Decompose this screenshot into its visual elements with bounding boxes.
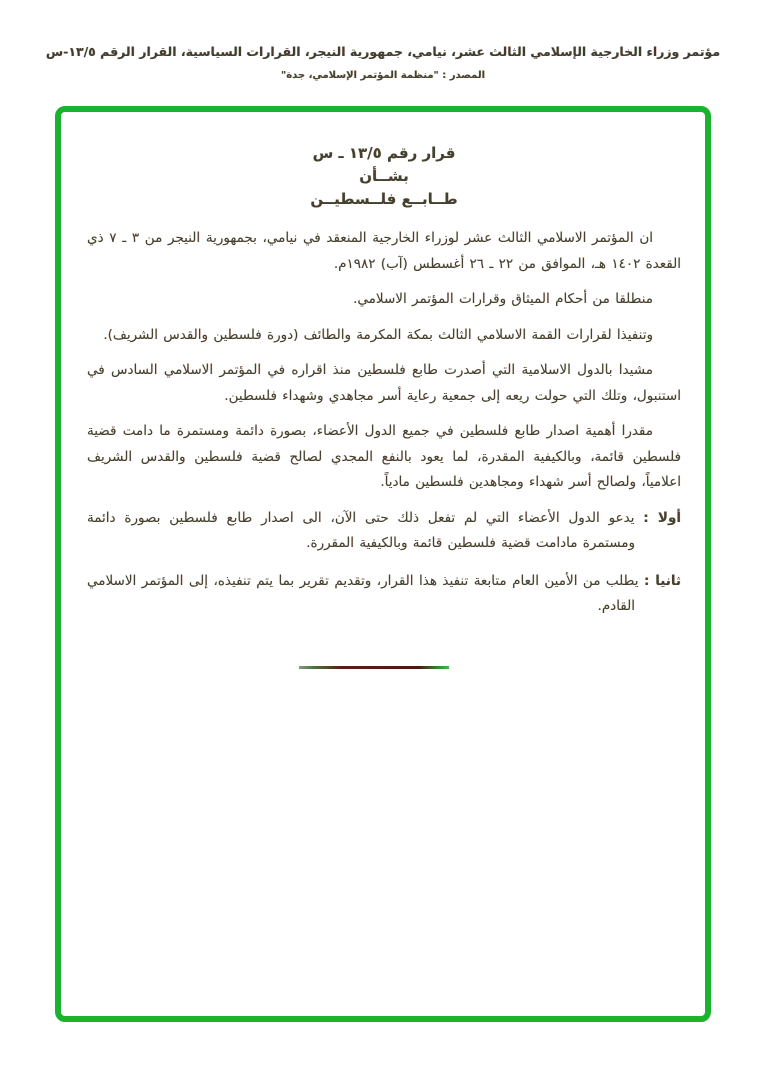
paragraph-preamble-commending: مشيدا بالدول الاسلامية التي أصدرت طابع فلسطين منذ اقراره في المؤتمر الاسلامي السادس في استنبول، وتلك التي حولت ريعه إلى جمعية رعاية أسر مجاهدي وشهداء فلسطين.	[87, 362, 681, 404]
clause-second	[87, 569, 681, 620]
separator-line	[299, 666, 449, 669]
resolution-title-block	[87, 142, 681, 211]
header-citation: مؤتمر وزراء الخارجية الإسلامي الثالث عشر، نيامي، جمهورية النيجر، القرارات السياسية، القرار الرقم ١٣/٥-س	[45, 44, 721, 59]
document-header	[0, 0, 766, 81]
resolution-number: قرار رقم ١٣/٥ ـ س	[312, 144, 456, 162]
resolution-regarding: بشــأن	[359, 167, 409, 185]
clause-first	[87, 506, 681, 557]
paragraph-preamble-summit: وتنفيذا لقرارات القمة الاسلامي الثالث بمكة المكرمة والطائف (دورة فلسطين والقدس الشريف).	[103, 326, 653, 343]
paragraph-preamble-appreciating: مقدرا أهمية اصدار طابع فلسطين في جميع الدول الأعضاء، بصورة دائمة ومستمرة ما دامت قضية فلسطين قائمة، وبالكيفية المقدرة، لما يعود بالنفع المجدي لصالح قضية فلسطين والقدس الشريف اعلامياً، ولصالح أسر شهداء ومجاهدين فلسطين مادياً.	[87, 423, 681, 490]
clause-first-text: يدعو الدول الأعضاء التي لم تفعل ذلك حتى الآن، الى اصدار طابع فلسطين بصورة دائمة ومستمرة مادامت قضية فلسطين قائمة وبالكيفية المقررة.	[87, 509, 635, 551]
header-source: المصدر : "منظمة المؤتمر الإسلامي، جدة"	[280, 70, 485, 81]
clause-first-label: أولا :	[643, 509, 682, 526]
clause-second-label: ثانيا :	[643, 572, 682, 589]
paragraph-preamble-charter: منطلقا من أحكام الميثاق وقرارات المؤتمر الاسلامي.	[353, 291, 653, 307]
paragraph-preamble-session: ان المؤتمر الاسلامي الثالث عشر لوزراء الخارجية المنعقد في نيامي، بجمهورية النيجر من ٣ ـ ٧ ذي القعدة ١٤٠٢ هـ، الموافق من ٢٢ ـ ٢٦ أغسطس (آب) ١٩٨٢م.	[87, 230, 681, 272]
clause-second-text: يطلب من الأمين العام متابعة تنفيذ هذا القرار، وتقديم تقرير بما يتم تنفيذه، إلى المؤتمر الاسلامي القادم.	[87, 572, 639, 614]
green-border-frame	[55, 106, 711, 1022]
resolution-subject: طــابــع فلــسطيــن	[310, 190, 458, 208]
